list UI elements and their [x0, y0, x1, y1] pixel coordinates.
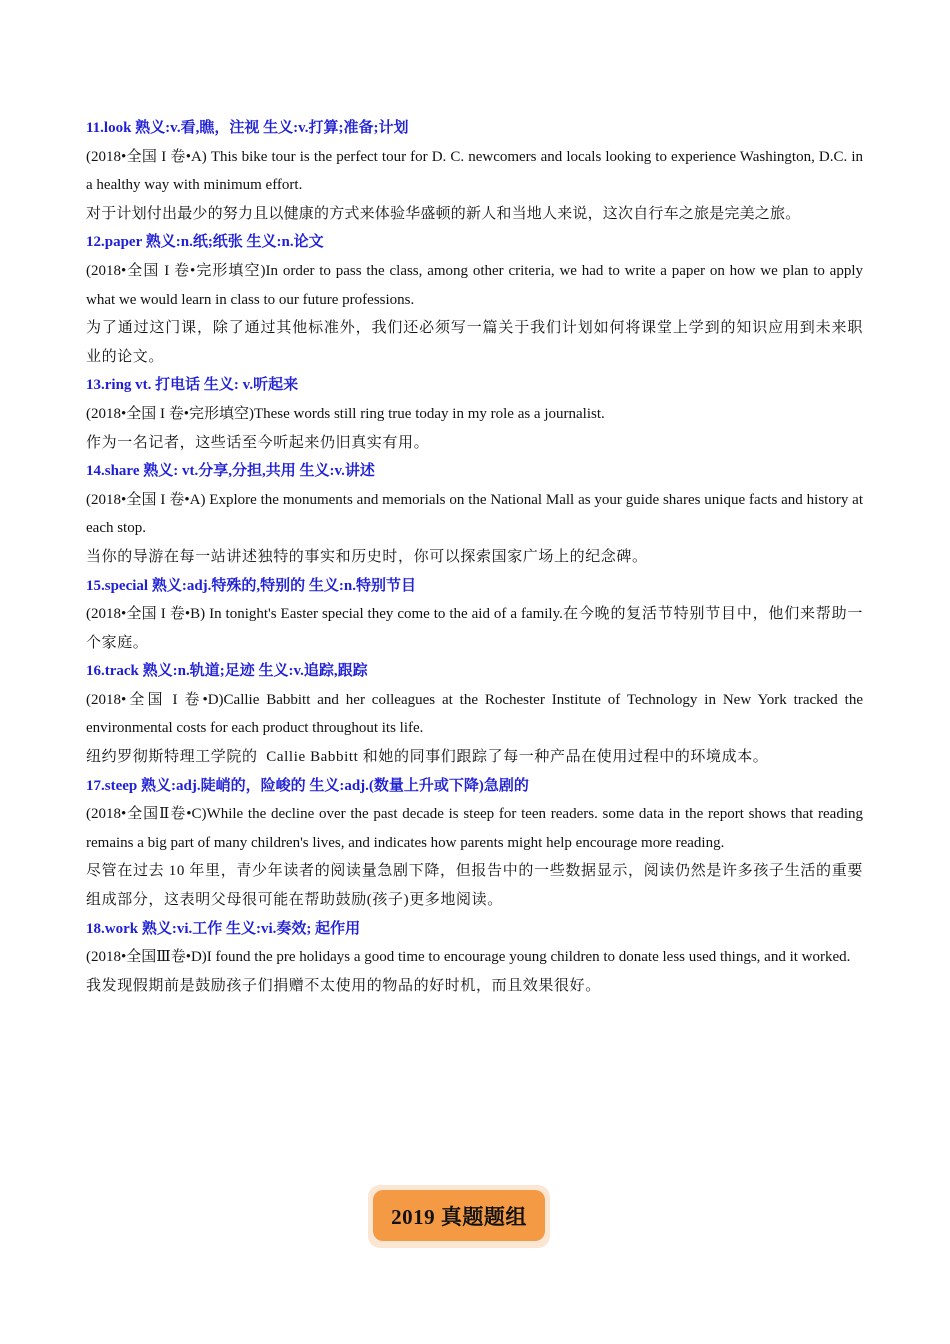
entry-example-english: (2018•全国Ⅲ卷•D)I found the pre holidays a good time to encourage young children to donate less used things, and it worked. — [86, 949, 851, 966]
entry-paper — [86, 228, 863, 371]
entry-example-chinese: 尽管在过去 10 年里，青少年读者的阅读量急剧下降，但报告中的一些数据显示，阅读仍然是许多孩子生活的重要组成部分，这表明父母很可能在帮助鼓励(孩子)更多地阅读。 — [86, 863, 863, 909]
entry-example-chinese: 当你的导游在每一站讲述独特的事实和历史时，你可以探索国家广场上的纪念碑。 — [86, 548, 648, 565]
entry-look — [86, 114, 863, 228]
entry-example-chinese: 纽约罗彻斯特理工学院的 Callie Babbitt 和她的同事们跟踪了每一种产品在使用过程中的环境成本。 — [86, 749, 769, 766]
entry-example-chinese: 我发现假期前是鼓励孩子们捐赠不太使用的物品的好时机，而且效果很好。 — [86, 977, 601, 994]
entry-heading: 14.share 熟义: vt.分享,分担,共用 生义:v.讲述 — [86, 463, 375, 480]
entry-example-chinese: 在今晚的复活节特别节目中，他们来帮助一个家庭。 — [86, 606, 863, 651]
entry-heading: 15.special 熟义:adj.特殊的,特别的 生义:n.特别节目 — [86, 577, 417, 594]
entry-share — [86, 457, 863, 571]
entry-example-combined — [86, 600, 863, 657]
entry-example-english: (2018•全国 I 卷•A) Explore the monuments and memorials on the National Mall as your guide shares unique facts and history at each stop. — [86, 491, 863, 537]
section-banner — [368, 1185, 550, 1248]
entry-example-english: (2018•全国 I 卷•D)Callie Babbitt and her colleagues at the Rochester Institute of Technology in New York tracked the environmental costs for each product throughout its life. — [86, 691, 863, 737]
entry-steep — [86, 772, 863, 915]
entry-example-chinese: 为了通过这门课，除了通过其他标准外，我们还必须写一篇关于我们计划如何将课堂上学到的知识应用到未来职业的论文。 — [86, 320, 863, 365]
entry-track — [86, 657, 863, 771]
entry-example-english: (2018•全国 I 卷•完形填空)These words still ring true today in my role as a journalist. — [86, 405, 605, 422]
entry-example-chinese: 作为一名记者，这些话至今听起来仍旧真实有用。 — [86, 434, 430, 451]
entry-heading: 17.steep 熟义:adj.陡峭的，险峻的 生义:adj.(数量上升或下降)急剧的 — [86, 777, 529, 794]
entry-heading: 18.work 熟义:vi.工作 生义:vi.奏效; 起作用 — [86, 920, 361, 937]
section-banner-label: 2019 真题题组 — [373, 1190, 545, 1241]
entry-example-chinese: 对于计划付出最少的努力且以健康的方式来体验华盛顿的新人和当地人来说，这次自行车之旅是完美之旅。 — [86, 205, 801, 222]
entry-ring — [86, 371, 863, 457]
entry-heading: 16.track 熟义:n.轨道;足迹 生义:v.追踪,跟踪 — [86, 663, 368, 680]
entry-work — [86, 915, 863, 1001]
entry-example-english: (2018•全国 I 卷•完形填空)In order to pass the class, among other criteria, we had to write a paper on how we plan to apply what we would learn in class to our future professions. — [86, 262, 863, 308]
entry-heading: 13.ring vt. 打电话 生义: v.听起来 — [86, 377, 299, 394]
entry-special — [86, 572, 863, 658]
entry-heading: 11.look 熟义:v.看,瞧，注视 生义:v.打算;准备;计划 — [86, 120, 409, 136]
vocabulary-list — [86, 114, 863, 1000]
entry-example-english: (2018•全国 I 卷•A) This bike tour is the perfect tour for D. C. newcomers and locals looking to experience Washington, D.C. in a healthy way with minimum effort. — [86, 148, 863, 194]
entry-example-english: (2018•全国 I 卷•B) In tonight's Easter special they come to the aid of a family. — [86, 606, 563, 623]
entry-example-english: (2018•全国Ⅱ卷•C)While the decline over the past decade is steep for teen readers. some data in the report shows that reading remains a big part of many children's lives, and indicates how parents might help encourage more reading. — [86, 806, 863, 851]
entry-heading: 12.paper 熟义:n.纸;纸张 生义:n.论文 — [86, 234, 324, 251]
